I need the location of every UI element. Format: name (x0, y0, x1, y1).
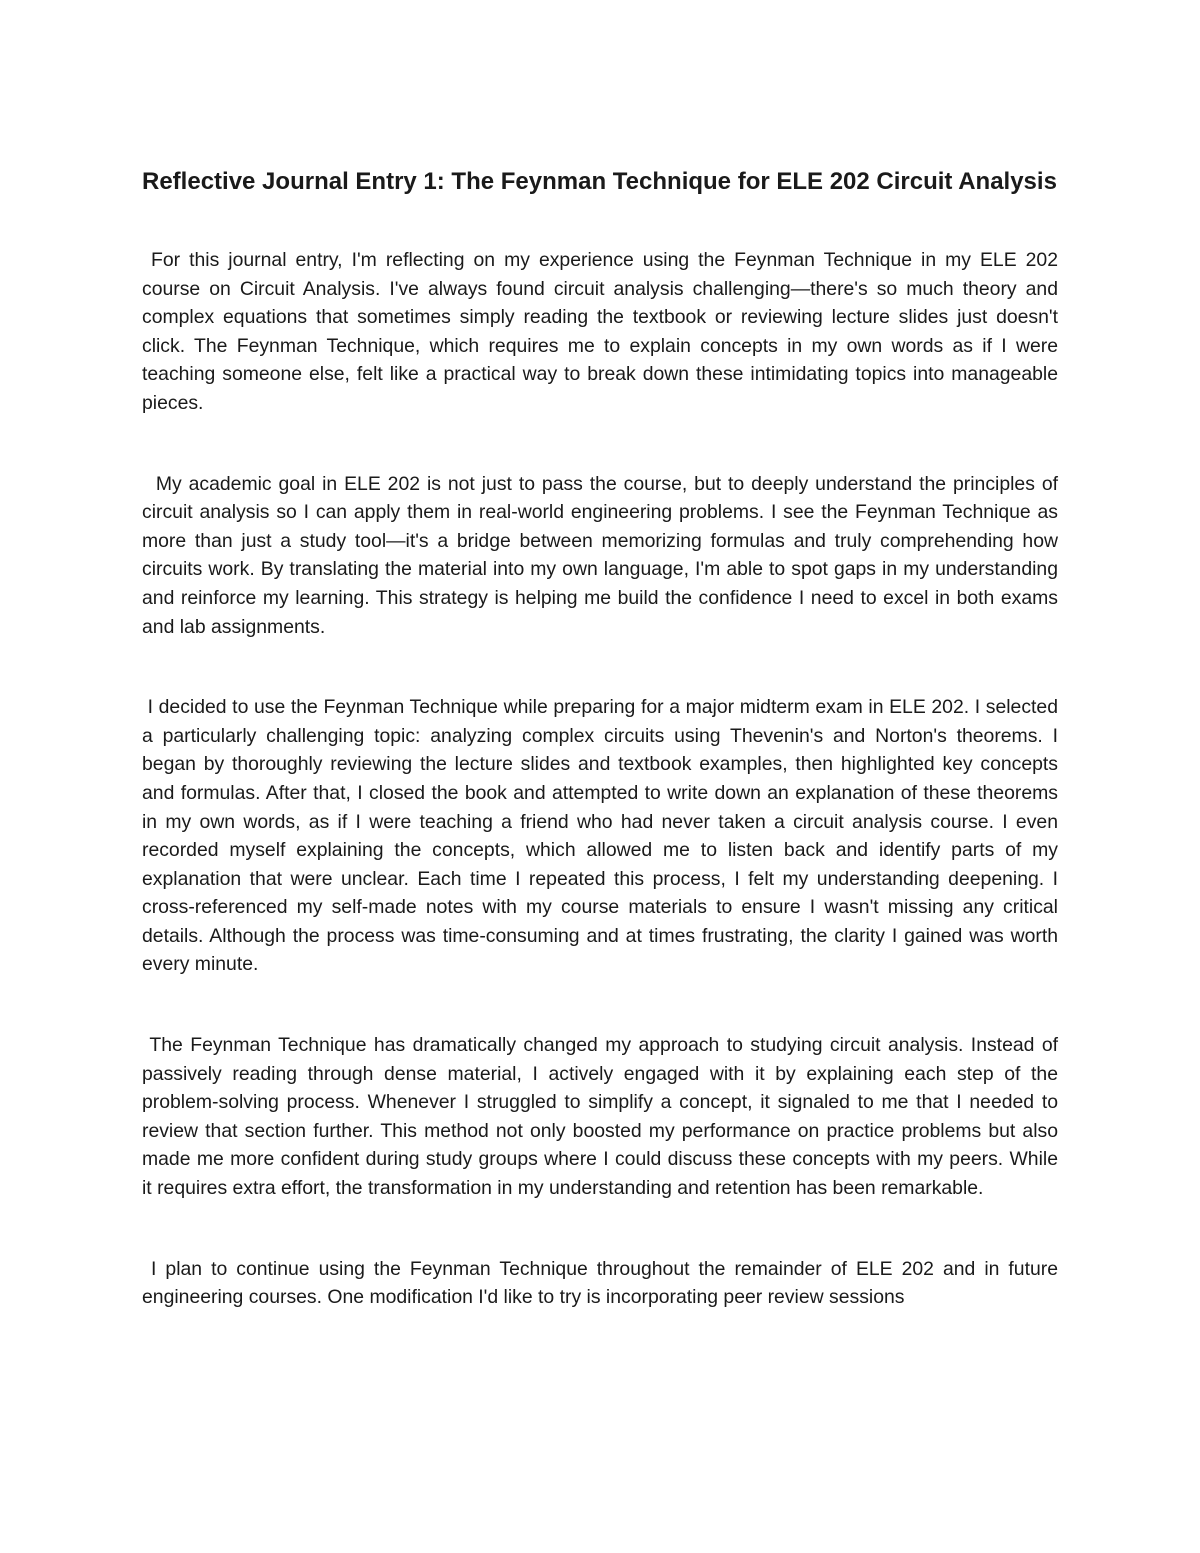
spacer (142, 418, 1058, 470)
paragraph-1: For this journal entry, I'm reflecting on my experience using the Feynman Technique in my ELE 202 course on Circuit Analysis. I've always found circuit analysis challenging—there's so much theory and complex equations that sometimes simply reading the textbook or reviewing lecture slides just doesn't click. The Feynman Technique, which requires me to explain concepts in my own words as if I were teaching someone else, felt like a practical way to break down these intimidating topics into manageable pieces. (142, 249, 1064, 414)
spacer (142, 197, 1058, 246)
paragraph-3: I decided to use the Feynman Technique while preparing for a major midterm exam in ELE 202. I selected a particularly challenging topic: analyzing complex circuits using Thevenin's and Norton's theorems. I began by thoroughly reviewing the lecture slides and textbook examples, then highlighted key concepts and formulas. After that, I closed the book and attempted to write down an explanation of these theorems in my own words, as if I were teaching a friend who had never taken a circuit analysis course. I even recorded myself explaining the concepts, which allowed me to listen back and identify parts of my explanation that were unclear. Each time I repeated this process, I felt my understanding deepening. I cross-referenced my self-made notes with my course materials to ensure I wasn't missing any critical details. Although the process was time-consuming and at times frustrating, the clarity I gained was worth every minute. (142, 696, 1064, 976)
document-page (142, 166, 1064, 1312)
spacer (142, 1203, 1058, 1255)
spacer (142, 979, 1058, 1031)
paragraph-5: I plan to continue using the Feynman Technique throughout the remainder of ELE 202 and in future engineering courses. One modification I'd like to try is incorporating peer review sessions (142, 1257, 1064, 1309)
paragraph-2: My academic goal in ELE 202 is not just to pass the course, but to deeply understand the principles of circuit analysis so I can apply them in real-world engineering problems. I see the Feynman Technique as more than just a study tool—it's a bridge between memorizing formulas and truly comprehending how circuits work. By translating the material into my own language, I'm able to spot gaps in my understanding and reinforce my learning. This strategy is helping me build the confidence I need to excel in both exams and lab assignments. (142, 472, 1064, 638)
page-title: Reflective Journal Entry 1: The Feynman Technique for ELE 202 Circuit Analysis (142, 168, 1057, 195)
paragraph-4: The Feynman Technique has dramatically changed my approach to studying circuit analysis. Instead of passively reading through dense material, I actively engaged with it by explaining each step of the problem-solving process. Whenever I struggled to simplify a concept, it signaled to me that I needed to review that section further. This method not only boosted my performance on practice problems but also made me more confident during study groups where I could discuss these concepts with my peers. While it requires extra effort, the transformation in my understanding and retention has been remarkable. (142, 1034, 1064, 1200)
spacer (142, 641, 1058, 693)
